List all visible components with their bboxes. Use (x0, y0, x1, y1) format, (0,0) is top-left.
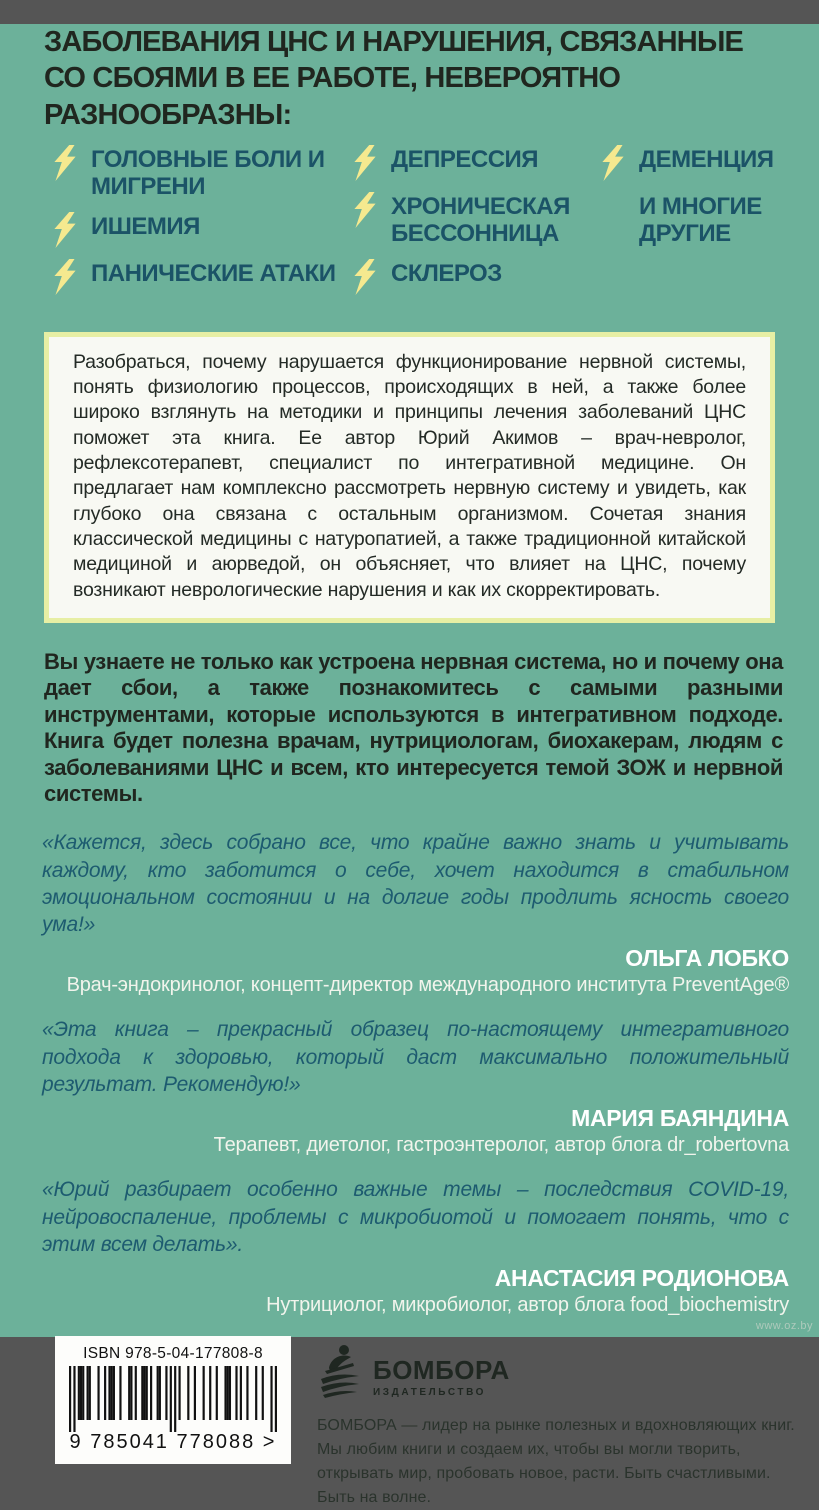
lightning-bolt-icon (352, 192, 378, 228)
barcode-digits: 9 785041 778088 > (69, 1431, 277, 1454)
publisher-about: БОМБОРА — лидер на рынке полезных и вдохновляющих книг. Мы любим книги и создаем их, чтобы вы могли творить, открывать мир, пробовать новое, расти. Быть счастливыми. Быть на волне. (317, 1417, 795, 1507)
publisher-block (317, 1336, 803, 1510)
book-back-cover (0, 24, 819, 1507)
list-item-label: ПАНИЧЕСКИЕ АТАКИ (91, 259, 336, 287)
list-item (52, 147, 352, 201)
symptoms-column-2 (352, 147, 600, 308)
symptoms-list (52, 147, 789, 308)
list-item-label: ИШЕМИЯ (91, 212, 200, 240)
lightning-bolt-icon (600, 145, 626, 181)
quote-text: «Юрий разбирает особенно важные темы – последствия COVID-19, нейровоспаление, проблемы с микробиотой и помогает понять, что с этим всем делать». (42, 1178, 789, 1256)
reviewer-name: МАРИЯ БАЯНДИНА (571, 1105, 789, 1132)
store-watermark: www.oz.by (755, 1320, 813, 1332)
list-item (352, 147, 600, 181)
isbn-label: ISBN 978-5-04-177808-8 (83, 1345, 263, 1363)
lightning-bolt-icon (52, 212, 78, 248)
ean13-barcode (69, 1366, 277, 1432)
annotation-text: Разобраться, почему нарушается функционирование нервной системы, понять физиологию процессов, происходящих в ней, а также более широко взглянуть на методики и принципы лечения заболеваний ЦНС поможет эта книга. Ее автор Юрий Акимов – врач-невролог, рефлексотерапевт, специалист по интегративной медицине. Он предлагает нам комплексно рассмотреть нервную систему и увидеть, как глубоко она связана с остальным организмом. Сочетая знания классической медицины с натуропатией, а также традиционной китайской медициной и аюрведой, он объясняет, что влияет на ЦНС, почему возникают неврологические нарушения и как их скорректировать. (73, 350, 746, 601)
list-item-label: ГОЛОВНЫЕ БОЛИ И МИГРЕНИ (91, 145, 325, 200)
list-item (52, 214, 352, 248)
review-quote (42, 829, 789, 997)
annotation-box (44, 332, 775, 623)
list-item (352, 194, 600, 248)
list-item (52, 261, 352, 295)
list-item-label: И МНОГИЕ ДРУГИЕ (639, 192, 762, 247)
barcode-card (55, 1336, 291, 1464)
list-item-label: ДЕМЕНЦИЯ (639, 145, 774, 173)
list-item (352, 261, 600, 295)
list-item (600, 194, 785, 248)
publisher-name: БОМБОРА (373, 1355, 510, 1386)
page-title: ЗАБОЛЕВАНИЯ ЦНС И НАРУШЕНИЯ, СВЯЗАННЫЕ СО СБОЯМИ В ЕЕ РАБОТЕ, НЕВЕРОЯТНО РАЗНООБРАЗНЫ: (44, 26, 744, 131)
publisher-wordmark (373, 1357, 510, 1398)
reviews-section (42, 829, 789, 1317)
list-item-label: ХРОНИЧЕСКАЯ БЕССОННИЦА (391, 192, 570, 247)
bombora-surfer-icon (317, 1344, 361, 1398)
symptoms-column-3 (600, 147, 785, 308)
reviewer-role: Врач-эндокринолог, концепт-директор международного института PreventAge® (66, 974, 789, 997)
reviewer-name: ОЛЬГА ЛОБКО (625, 945, 789, 972)
list-item-label: СКЛЕРОЗ (391, 259, 502, 287)
list-item-label: ДЕПРЕССИЯ (391, 145, 539, 173)
review-quote (42, 1016, 789, 1157)
symptoms-column-1 (52, 147, 352, 308)
lightning-bolt-icon (52, 259, 78, 295)
review-quote (42, 1176, 789, 1317)
reviewer-role: Терапевт, диетолог, гастроэнтеролог, автор блога dr_robertovna (213, 1134, 789, 1157)
quote-text: «Эта книга – прекрасный образец по-настоящему интегративного подхода к здоровью, который даст максимально положительный результат. Рекомендую!» (42, 1018, 789, 1097)
lightning-bolt-icon (352, 259, 378, 295)
list-item (600, 147, 785, 181)
summary-paragraph: Вы узнаете не только как устроена нервная система, но и почему она дает сбои, а также познакомитесь с самыми разными инструментами, которые используются в интегративном подходе. Книга будет полезна врачам, нутрициологам, биохакерам, людям с заболеваниями ЦНС и всем, кто интересуется темой ЗОЖ и нервной системы. (44, 648, 783, 806)
lightning-bolt-icon (52, 145, 78, 181)
publisher-logo (317, 1344, 803, 1398)
reviewer-role: Нутрициолог, микробиолог, автор блога food_biochemistry (266, 1294, 789, 1317)
quote-text: «Кажется, здесь собрано все, что крайне важно знать и учитывать каждому, кто заботится о себе, хочет находится в стабильном эмоциональном состоянии и на долгие годы продлить ясность своего ума!» (42, 831, 789, 937)
reviewer-name: АНАСТАСИЯ РОДИОНОВА (494, 1265, 789, 1292)
footer (55, 1336, 795, 1510)
lightning-bolt-icon (352, 145, 378, 181)
publisher-subtitle: ИЗДАТЕЛЬСТВО (373, 1387, 487, 1399)
